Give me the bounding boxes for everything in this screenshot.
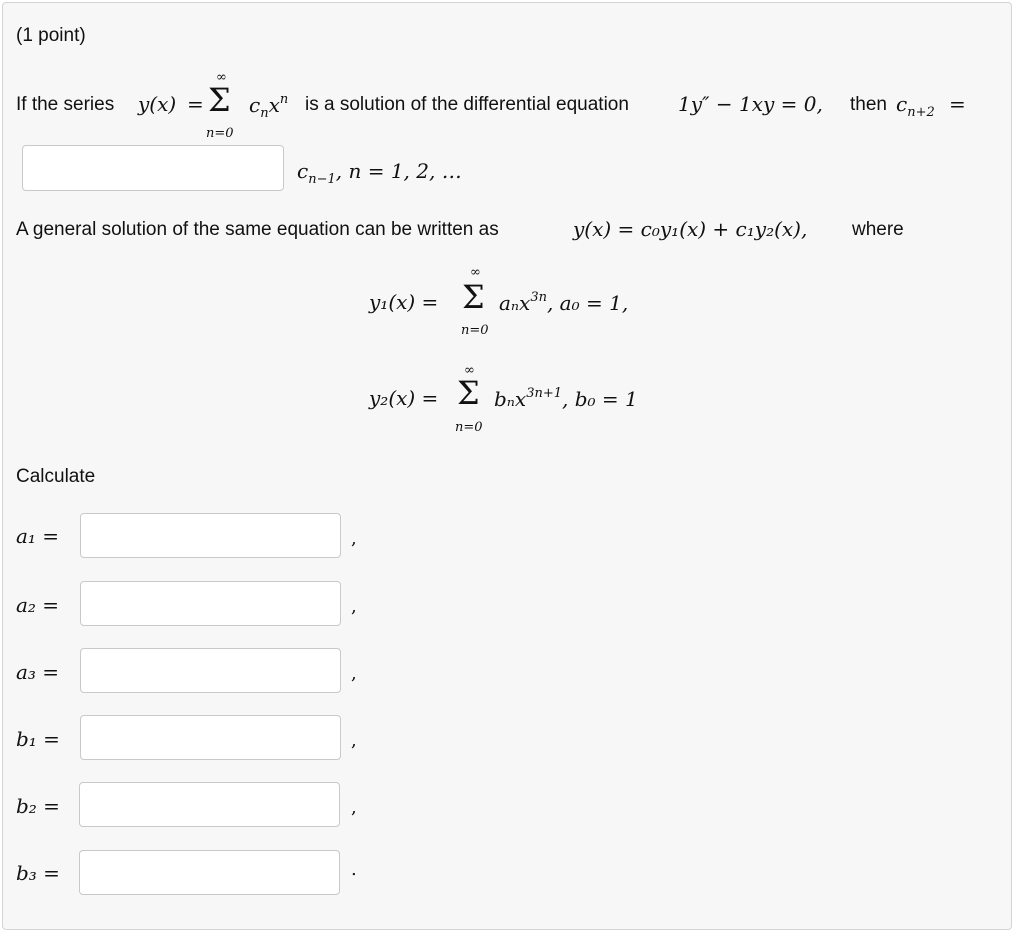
- q1-sum-top: ∞: [216, 70, 227, 85]
- coef-label-a1: a₁ =: [16, 524, 60, 548]
- q2-where: where: [852, 219, 904, 240]
- a2-punct: ,: [351, 596, 357, 617]
- q1-mid-text: is a solution of the differential equation: [305, 94, 629, 115]
- coef-label-a3: a₃ =: [16, 660, 60, 684]
- problem-card: [2, 2, 1012, 930]
- b2-input[interactable]: [79, 782, 340, 827]
- b1-punct: ,: [351, 730, 357, 751]
- y1-sum-top: ∞: [470, 265, 481, 280]
- q1-sigma-symbol: Σ: [208, 81, 231, 119]
- q1-sum-bottom: n=0: [206, 126, 234, 141]
- coef-label-b2: b₂ =: [16, 794, 60, 818]
- y2-sigma-symbol: Σ: [457, 374, 480, 412]
- y2-sum-top: ∞: [464, 363, 475, 378]
- a1-input[interactable]: [80, 513, 341, 558]
- coef-label-b3: b₃ =: [16, 861, 60, 885]
- q1-then: then: [850, 94, 887, 115]
- coef-label-a2: a₂ =: [16, 593, 60, 617]
- q1-c-lhs: $c_{n+2}$: [896, 92, 935, 120]
- q1-intro: If the series: [16, 94, 115, 115]
- point-label: (1 point): [16, 25, 86, 46]
- q1-equals: =: [187, 92, 204, 116]
- q1-y-of-x: y(x): [138, 92, 177, 116]
- q1-recurrence-rhs: $c_{n-1}$, n = 1, 2, …: [297, 159, 462, 187]
- y2-sum-bottom: n=0: [455, 420, 483, 435]
- coef-label-b1: b₁ =: [16, 727, 60, 751]
- b1-input[interactable]: [80, 715, 341, 760]
- b3-punct: .: [351, 859, 357, 880]
- y1-sum-bottom: n=0: [461, 323, 489, 338]
- y1-term: aₙx$^{3n}$, a₀ = 1,: [499, 290, 629, 315]
- a1-punct: ,: [351, 528, 357, 549]
- q2-text: A general solution of the same equation can be written as: [16, 219, 499, 240]
- a3-punct: ,: [351, 663, 357, 684]
- q1-c-lhs-equals: =: [949, 92, 966, 116]
- b2-punct: ,: [351, 797, 357, 818]
- y2-lhs: y₂(x) =: [369, 386, 439, 410]
- y2-term: bₙx$^{3n+1}$, b₀ = 1: [494, 386, 638, 411]
- q1-ode: 1y″ − 1xy = 0,: [678, 92, 823, 116]
- a2-input[interactable]: [80, 581, 341, 626]
- a3-input[interactable]: [80, 648, 341, 693]
- b3-input[interactable]: [79, 850, 340, 895]
- q2-formula: y(x) = c₀y₁(x) + c₁y₂(x),: [573, 217, 808, 241]
- q1-series-term: $c_nx^n$: [249, 92, 289, 121]
- y1-lhs: y₁(x) =: [369, 290, 439, 314]
- recurrence-answer-input[interactable]: [22, 145, 284, 191]
- y1-sigma-symbol: Σ: [462, 278, 485, 316]
- calculate-label: Calculate: [16, 466, 96, 487]
